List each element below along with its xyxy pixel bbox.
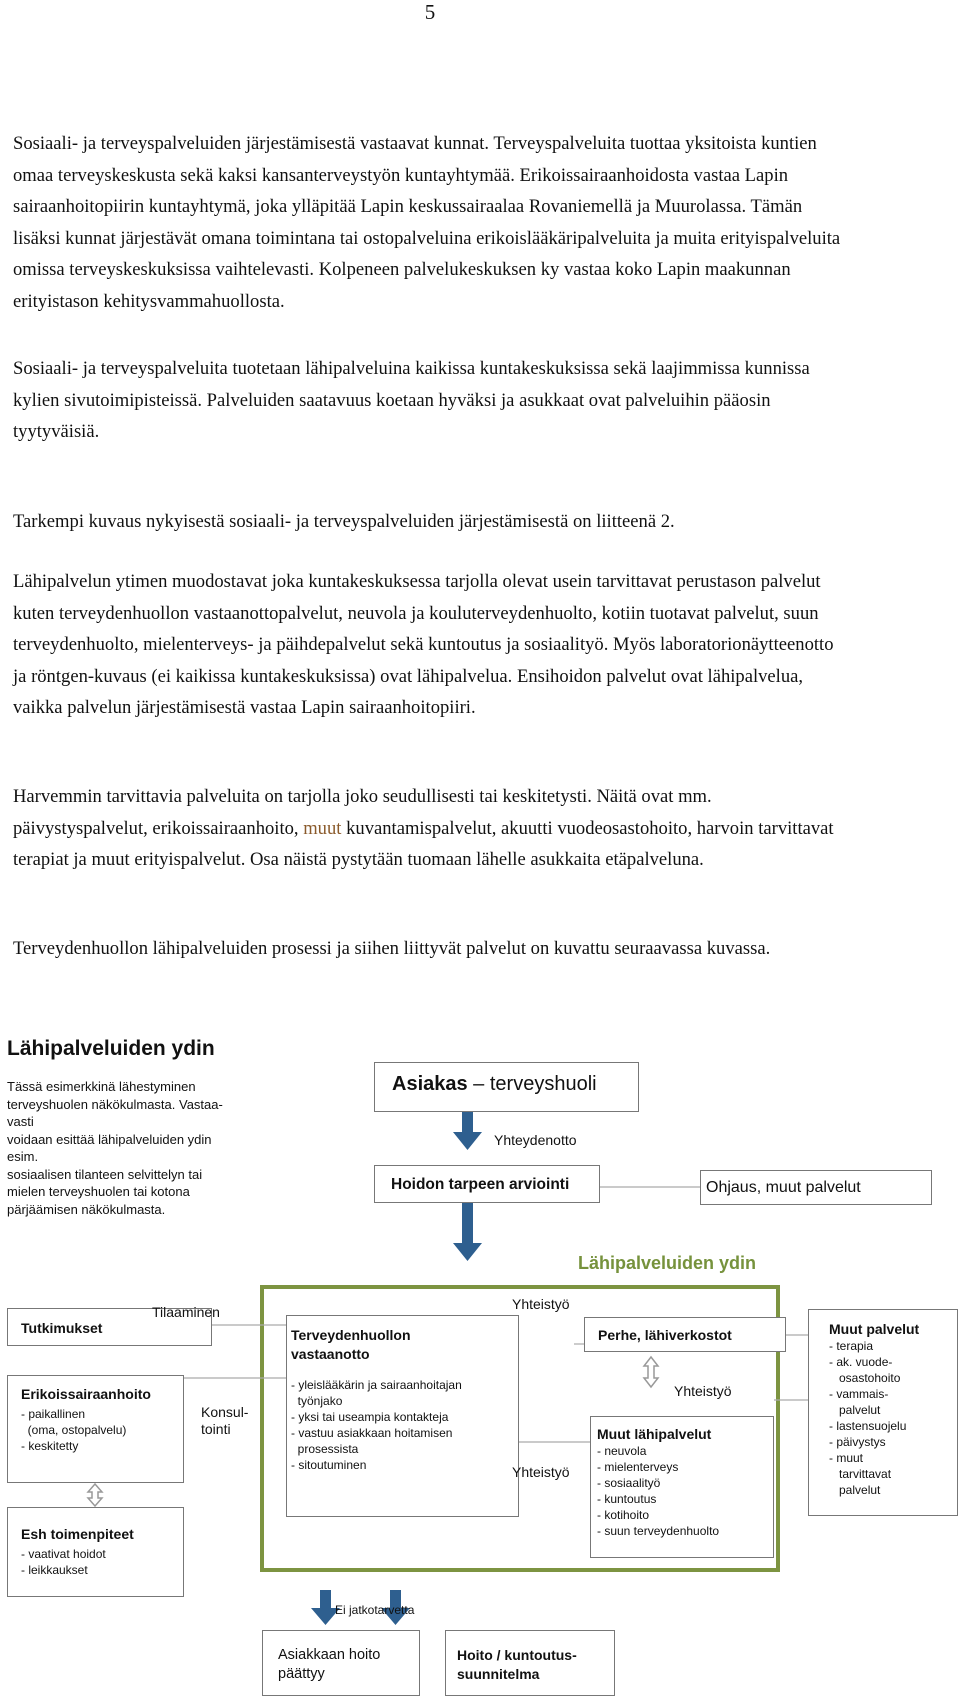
paragraph-2: Sosiaali- ja terveyspalveluita tuotetaan lähipalveluina kaikissa kuntakeskuksissa sekä laajimmissa kunnissa kylien sivutoimipisteissä. Palveluiden saatavuus koetaan hyväksi ja asukkaat ovat palveluihin pääosin tyytyväisiä. — [13, 358, 810, 442]
intro-line: terveyshuolen näkökulmasta. Vastaa- — [7, 1096, 223, 1112]
vastaanotto-title — [291, 1326, 518, 1364]
paragraph-3: Tarkempi kuvaus nykyisestä sosiaali- ja terveyspalveluiden järjestämisestä on liitteenä 2. — [13, 511, 675, 532]
muut-lahi-item: - suun terveydenhuolto — [597, 1524, 720, 1538]
paragraph-5-end: kuvantamispalvelut, akuutti vuodeosastohoito, harvoin tarvittavat terapiat ja muut erityispalvelut. Osa näistä pystytään tuomaan lähelle asukkaita etäpalveluna. — [13, 817, 834, 870]
erikois-item: - paikallinen — [21, 1407, 86, 1421]
yhteistyo-label-bottom: Yhteistyö — [512, 1464, 570, 1480]
intro-line: voidaan esittää lähipalveluiden ydin — [7, 1131, 212, 1147]
hoito-suunnitelma-line: suunnitelma — [457, 1666, 540, 1682]
core-label: Lähipalveluiden ydin — [578, 1253, 757, 1273]
muut-item: tarvittavat — [829, 1467, 892, 1481]
arrow-hoidon-to-vastaanotto — [453, 1203, 482, 1261]
muut-item: - ak. vuode- — [829, 1355, 893, 1369]
paragraph-6: Terveydenhuollon lähipalveluiden prosessi ja siihen liittyvät palvelut on kuvattu seuraavassa kuvassa. — [13, 938, 771, 959]
paragraph-4: Lähipalvelun ytimen muodostavat joka kuntakeskuksessa tarjolla olevat usein tarvittavat perustason palvelut kuten terveydenhuollon vastaanottopalvelut, neuvola ja kouluterveydenhuolto, kotiin tuotavat palvelut, suun terveydenhuolto, mielenterveys- ja päihdepalvelut sekä kuntoutus ja sosiaalityö. Myös laboratorionäytteenotto ja röntgen-kuvaus (ei kaikissa kuntakeskuksissa) ovat lähipalvelua. Ensihoidon palvelut ovat lähipalvelua, vaikka palvelun järjestämisestä vastaa Lapin sairaanhoitopiiri. — [13, 571, 834, 718]
diagram-intro-text — [7, 1078, 267, 1218]
erikoissairaanhoito-box — [7, 1375, 184, 1483]
vastaanotto-title-line: Terveydenhuollon — [291, 1327, 411, 1343]
muut-item: - päivystys — [829, 1435, 886, 1449]
muut-lahi-item: - neuvola — [597, 1444, 647, 1458]
erikois-items — [21, 1406, 183, 1454]
vastaanotto-item: - yleislääkärin ja sairaanhoitajan — [291, 1378, 462, 1392]
hoidon-tarpeen-box: Hoidon tarpeen arviointi — [374, 1165, 600, 1203]
asiakkaan-hoito-line: Asiakkaan hoito — [278, 1647, 381, 1663]
perhe-box: Perhe, lähiverkostot — [584, 1317, 786, 1352]
ei-jatkotarvetta-label: Ei jatkotarvetta — [335, 1603, 415, 1617]
esh-toimenpiteet-box — [7, 1507, 184, 1597]
erikois-title: Erikoissairaanhoito — [21, 1386, 151, 1402]
paragraph-5-highlight: muut — [303, 817, 342, 839]
arrow-asiakas-to-hoidon — [453, 1112, 482, 1150]
intro-line: sosiaalisen tilanteen selvittelyn tai — [7, 1166, 203, 1182]
muut-item: - terapia — [829, 1339, 874, 1353]
ohjaus-box: Ohjaus, muut palvelut — [700, 1170, 932, 1205]
konsultointi-label — [201, 1404, 248, 1438]
diagram-heading: Lähipalveluiden ydin — [7, 1037, 215, 1060]
vastaanotto-item: työnjako — [291, 1394, 343, 1408]
muut-item: - vammais- — [829, 1387, 889, 1401]
tutkimukset-box: Tutkimukset — [7, 1308, 212, 1346]
double-arrow-erikois-esh — [88, 1484, 102, 1506]
tilaaminen-label: Tilaaminen — [152, 1304, 220, 1320]
erikois-item: (oma, ostopalvelu) — [21, 1423, 127, 1437]
vastaanotto-items — [291, 1377, 518, 1473]
muut-item: palvelut — [829, 1403, 881, 1417]
asiakas-box — [374, 1062, 639, 1112]
erikois-item: - keskitetty — [21, 1439, 79, 1453]
asiakkaan-hoito-box — [262, 1630, 420, 1696]
intro-line: esim. — [7, 1149, 39, 1164]
yhteistyo-label-middle: Yhteistyö — [674, 1383, 732, 1399]
paragraph-5-start: Harvemmin tarvittavia palveluita on tarjolla joko seudullisesti tai keskitetysti. Näitä ovat mm. päivystyspalvelut, erikoissairaanhoito, — [13, 786, 712, 839]
esh-item: - vaativat hoidot — [21, 1547, 106, 1561]
hoito-suunnitelma-line: Hoito / kuntoutus- — [457, 1647, 577, 1663]
konsultointi-line: tointi — [201, 1421, 231, 1437]
yhteydenotto-label: Yhteydenotto — [494, 1132, 577, 1148]
asiakas-bold: Asiakas — [392, 1073, 468, 1095]
asiakkaan-hoito-line: päättyy — [278, 1666, 325, 1682]
vastaanotto-item: prosessista — [291, 1442, 359, 1456]
hoito-kuntoutussuunnitelma-box — [445, 1630, 615, 1696]
asiakas-rest: – terveyshuoli — [467, 1073, 597, 1095]
muut-lahi-title: Muut lähipalvelut — [597, 1426, 712, 1442]
muut-item: - lastensuojelu — [829, 1419, 907, 1433]
konsultointi-line: Konsul- — [201, 1404, 249, 1420]
muut-palvelut-box — [808, 1309, 958, 1516]
diagram-intro — [7, 1037, 267, 1243]
muut-lahi-item: - sosiaalityö — [597, 1476, 661, 1490]
double-arrow-perhe-muut-lahi — [644, 1357, 658, 1387]
muut-item: - muut — [829, 1451, 864, 1465]
vastaanotto-item: - sitoutuminen — [291, 1458, 367, 1472]
muut-title: Muut palvelut — [829, 1321, 920, 1337]
vastaanotto-box — [286, 1315, 519, 1517]
vastaanotto-title-line: vastaanotto — [291, 1346, 370, 1362]
muut-item: osastohoito — [829, 1371, 901, 1385]
muut-lahi-items — [597, 1443, 773, 1539]
muut-lahi-item: - mielenterveys — [597, 1460, 679, 1474]
yhteistyo-label-top: Yhteistyö — [512, 1296, 570, 1312]
vastaanotto-item: - vastuu asiakkaan hoitamisen — [291, 1426, 453, 1440]
intro-line: mielen terveyshuolen tai kotona — [7, 1184, 190, 1199]
paragraph-1: Sosiaali- ja terveyspalveluiden järjestämisestä vastaavat kunnat. Terveyspalveluita tuottaa yksitoista kuntien omaa terveyskeskusta sekä kaksi kansanterveystyön kuntayhtymää. Erikoissairaanhoidosta vastaa Lapin sairaanhoitopiirin kuntayhtymä, joka ylläpitää Lapin keskussairaalaa Rovaniemellä ja Muurolassa. Tämän lisäksi kunnat järjestävät omana toimintana tai ostopalveluina erikoislääkäripalveluita ja muita erityispalveluita omissa terveyskeskuksissa vaihtelevasti. Kolpeneen palvelukeskuksen ky vastaa koko Lapin maakunnan erityistason kehitysvammahuollosta. — [13, 133, 841, 312]
esh-items — [21, 1546, 183, 1578]
page-number: 5 — [424, 0, 436, 24]
muut-lahipalvelut-box — [590, 1416, 774, 1558]
intro-line: Tässä esimerkkinä lähestyminen — [7, 1079, 196, 1094]
muut-items — [829, 1338, 957, 1498]
esh-title: Esh toimenpiteet — [21, 1526, 134, 1542]
vastaanotto-item: - yksi tai useampia kontakteja — [291, 1410, 449, 1424]
intro-line: vasti — [7, 1114, 34, 1129]
intro-line: pärjäämisen näkökulmasta. — [7, 1201, 166, 1217]
esh-item: - leikkaukset — [21, 1563, 88, 1577]
muut-lahi-item: - kotihoito — [597, 1508, 650, 1522]
muut-item: palvelut — [829, 1483, 881, 1497]
muut-lahi-item: - kuntoutus — [597, 1492, 657, 1506]
